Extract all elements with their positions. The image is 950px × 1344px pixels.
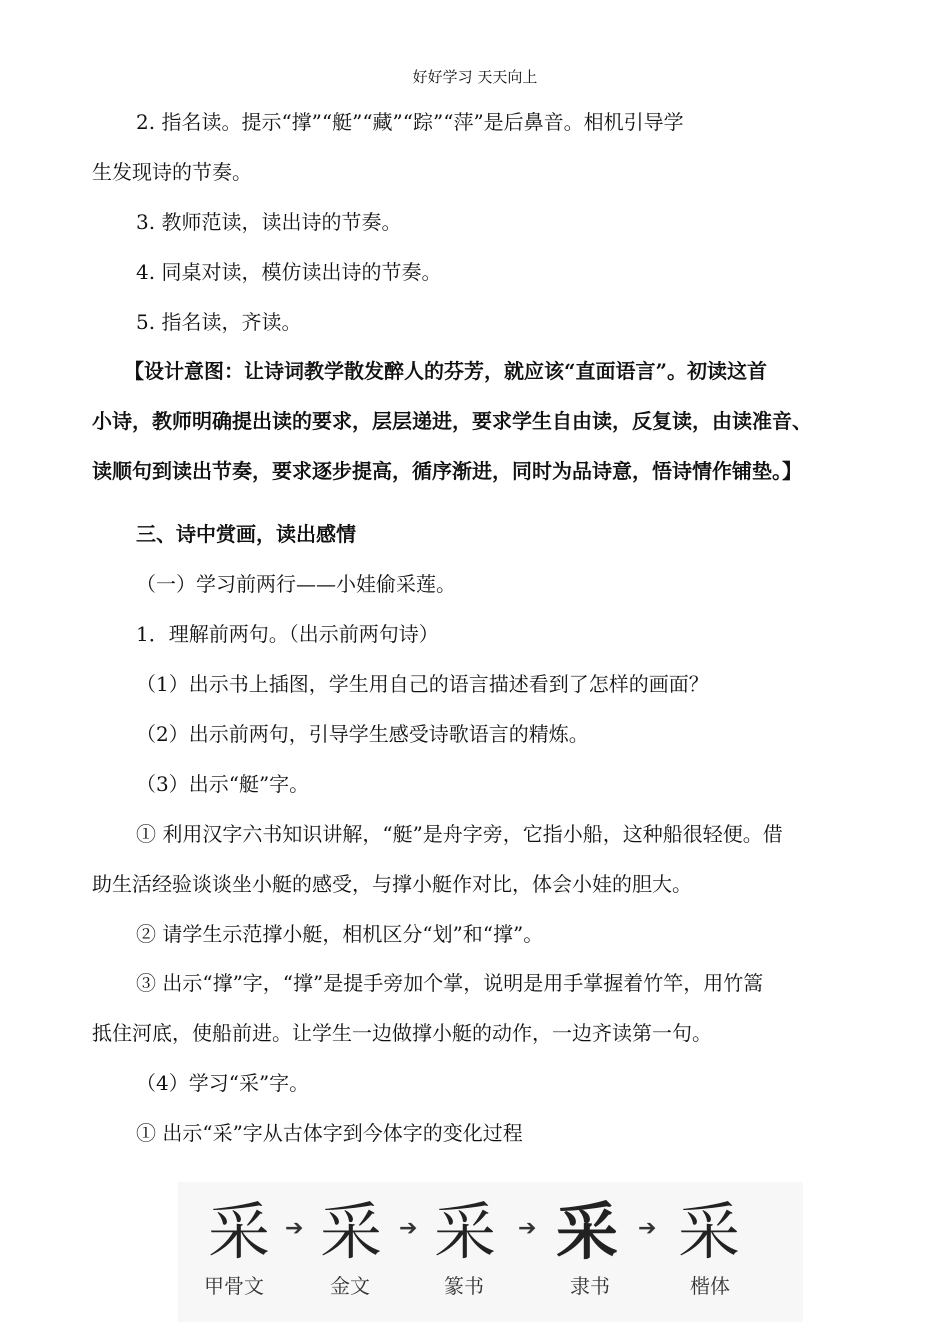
paragraph-line: 4. 同桌对读，模仿读出诗的节奏。 [136,260,442,284]
label-bronze: 金文 [330,1274,370,1298]
section-title: 三、诗中赏画，读出感情 [136,522,356,546]
arrow-icon: ➔ [285,1216,304,1241]
design-intent-line: 小诗，教师明确提出读的要求，层层递进，要求学生自由读，反复读，由读准音、 [92,409,812,433]
question-line: （2）出示前两句，引导学生感受诗歌语言的精炼。 [136,722,589,746]
content-line: ③ 出示“撑”字，“撑”是提手旁加个掌，说明是用手掌握着竹竿，用竹篙 [136,971,764,995]
label-clerical: 隶书 [570,1274,610,1298]
subsection-title: （一）学习前两行——小娃偷采莲。 [136,572,456,596]
paragraph-line: 3. 教师范读，读出诗的节奏。 [136,210,402,234]
paragraph-line: 5. 指名读，齐读。 [136,310,302,334]
question-line: （1）出示书上插图，学生用自己的语言描述看到了怎样的画面？ [136,672,709,696]
content-line: 抵住河底，使船前进。让学生一边做撑小艇的动作，一边齐读第一句。 [92,1021,712,1045]
character-evolution-figure [178,1182,803,1322]
item-heading: 1．理解前两句。（出示前两句诗） [136,622,439,646]
label-seal: 篆书 [444,1274,484,1298]
question-line: （4）学习“采”字。 [136,1071,310,1095]
arrow-icon: ➔ [638,1216,657,1241]
label-regular: 楷体 [690,1274,730,1298]
arrow-icon: ➔ [518,1216,537,1241]
oracle-bone-glyph: 采 [208,1195,271,1268]
question-line: （3）出示“艇”字。 [136,772,310,796]
seal-script-glyph: 采 [434,1195,497,1268]
label-oracle-bone: 甲骨文 [204,1274,264,1298]
regular-script-glyph: 采 [678,1195,741,1268]
clerical-script-glyph: 采 [556,1195,619,1268]
paragraph-line: 生发现诗的节奏。 [92,160,252,184]
bronze-glyph: 采 [320,1195,383,1268]
content-line: 助生活经验谈谈坐小艇的感受，与撑小艇作对比，体会小娃的胆大。 [92,872,692,896]
content-line: ① 出示“采”字从古体字到今体字的变化过程 [136,1121,523,1145]
design-intent-line: 读顺句到读出节奏，要求逐步提高，循序渐进，同时为品诗意，悟诗情作铺垫。】 [92,459,802,483]
content-line: ② 请学生示范撑小艇，相机区分“划”和“撑”。 [136,922,544,946]
page-header: 好好学习 天天向上 [412,68,538,86]
design-intent-line: 【设计意图：让诗词教学散发醉人的芬芳，就应该“直面语言”。初读这首 [124,359,768,383]
arrow-icon: ➔ [399,1216,418,1241]
paragraph-line: 2. 指名读。提示“撑”“艇”“藏”“踪”“萍”是后鼻音。相机引导学 [136,110,684,134]
content-line: ① 利用汉字六书知识讲解，“艇”是舟字旁，它指小船，这种船很轻便。借 [136,822,783,846]
